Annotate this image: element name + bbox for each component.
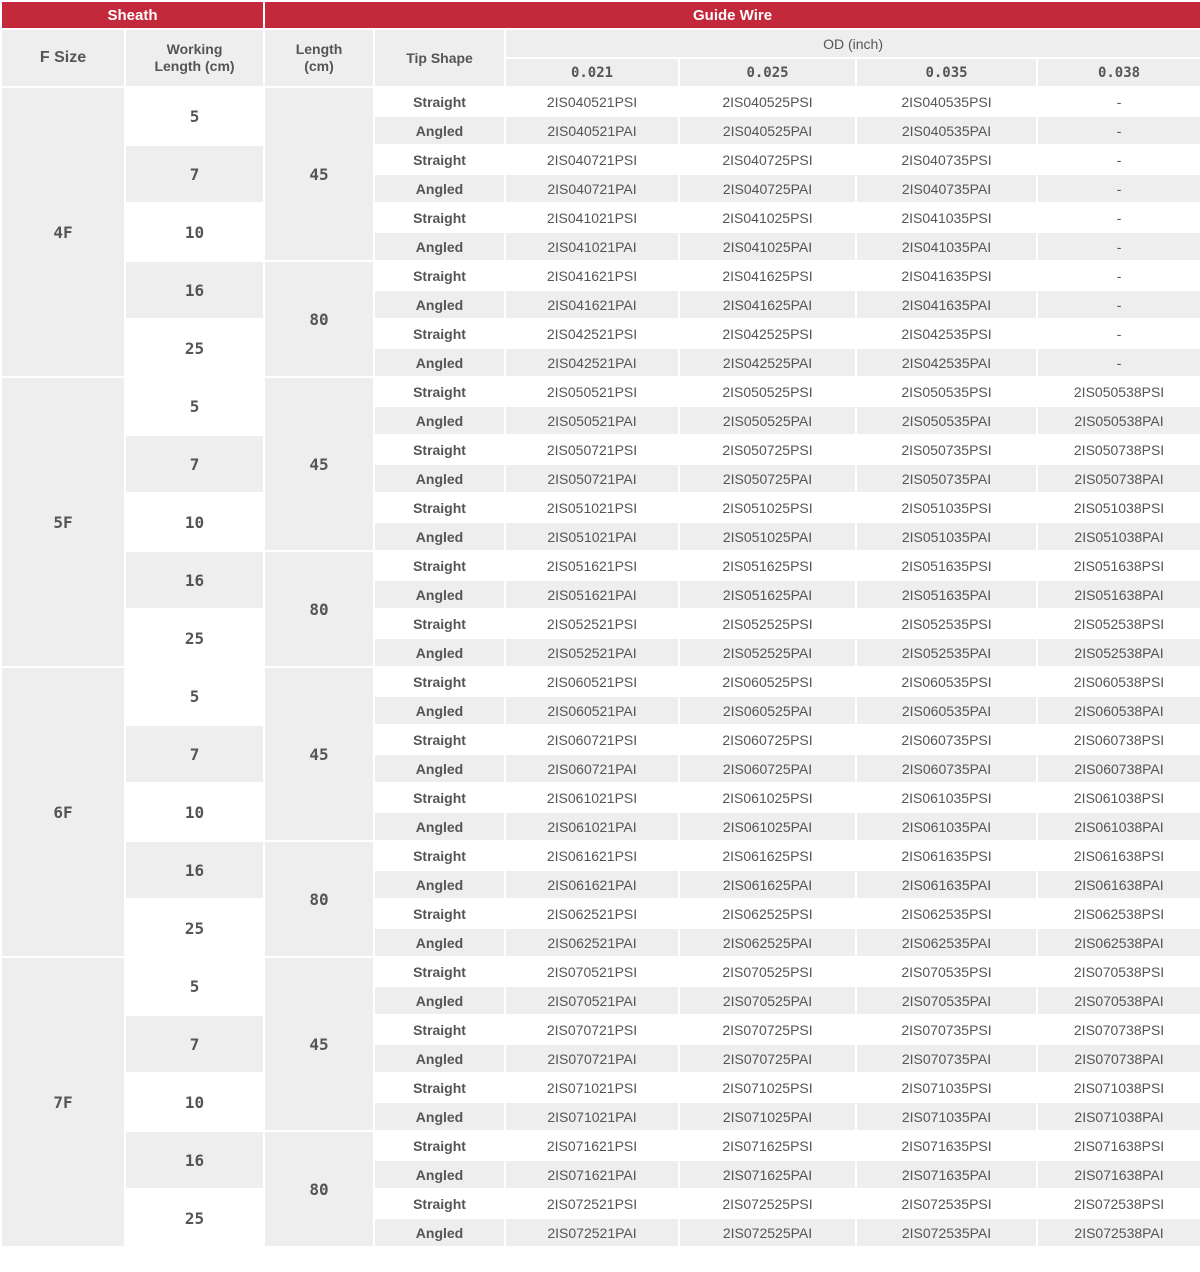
product-code-cell: 2IS040535PAI xyxy=(856,116,1037,145)
f-size-cell: 5F xyxy=(1,377,125,667)
product-code-cell: 2IS062535PSI xyxy=(856,899,1037,928)
f-size-header: F Size xyxy=(1,29,125,87)
product-code-cell: 2IS071035PSI xyxy=(856,1073,1037,1102)
product-code-cell: 2IS061638PAI xyxy=(1037,870,1200,899)
table-row xyxy=(1,493,1200,522)
tip-shape-cell: Straight xyxy=(374,435,505,464)
product-code-cell: 2IS072538PAI xyxy=(1037,1218,1200,1247)
tip-shape-cell: Straight xyxy=(374,87,505,116)
product-code-cell: 2IS042525PSI xyxy=(679,319,856,348)
product-code-cell: 2IS060535PAI xyxy=(856,696,1037,725)
product-code-cell: 2IS050738PSI xyxy=(1037,435,1200,464)
product-code-cell: - xyxy=(1037,319,1200,348)
od-header: OD (inch) xyxy=(505,29,1200,58)
product-code-cell: 2IS070521PAI xyxy=(505,986,679,1015)
product-code-cell: - xyxy=(1037,290,1200,319)
tip-shape-cell: Angled xyxy=(374,870,505,899)
tip-shape-cell: Straight xyxy=(374,203,505,232)
product-code-cell: 2IS042525PAI xyxy=(679,348,856,377)
product-code-cell: 2IS070525PSI xyxy=(679,957,856,986)
product-code-cell: 2IS040521PSI xyxy=(505,87,679,116)
tip-shape-header: Tip Shape xyxy=(374,29,505,87)
product-code-cell: 2IS062525PSI xyxy=(679,899,856,928)
product-code-cell: 2IS041621PAI xyxy=(505,290,679,319)
product-code-cell: 2IS072538PSI xyxy=(1037,1189,1200,1218)
table-row xyxy=(1,899,1200,928)
product-code-cell: 2IS061625PSI xyxy=(679,841,856,870)
tip-shape-cell: Angled xyxy=(374,1044,505,1073)
product-code-cell: 2IS051635PAI xyxy=(856,580,1037,609)
product-code-cell: 2IS070738PSI xyxy=(1037,1015,1200,1044)
working-length-cell: 16 xyxy=(125,261,264,319)
table-row xyxy=(1,667,1200,696)
product-code-cell: 2IS072525PSI xyxy=(679,1189,856,1218)
length-cell: 45 xyxy=(264,957,374,1131)
product-code-cell: 2IS042521PAI xyxy=(505,348,679,377)
product-code-cell: 2IS071625PAI xyxy=(679,1160,856,1189)
header-row-middle xyxy=(1,29,1200,58)
product-code-cell: 2IS060735PAI xyxy=(856,754,1037,783)
product-code-cell: 2IS042535PSI xyxy=(856,319,1037,348)
tip-shape-cell: Straight xyxy=(374,551,505,580)
product-code-cell: 2IS051621PAI xyxy=(505,580,679,609)
product-code-cell: 2IS050525PSI xyxy=(679,377,856,406)
table-row xyxy=(1,145,1200,174)
tip-shape-cell: Straight xyxy=(374,841,505,870)
od-value-0038: 0.038 xyxy=(1037,58,1200,87)
product-code-cell: 2IS071625PSI xyxy=(679,1131,856,1160)
product-code-cell: 2IS040521PAI xyxy=(505,116,679,145)
product-code-cell: 2IS051038PSI xyxy=(1037,493,1200,522)
sheath-header: Sheath xyxy=(1,1,264,29)
tip-shape-cell: Straight xyxy=(374,1131,505,1160)
product-code-cell: 2IS052535PAI xyxy=(856,638,1037,667)
tip-shape-cell: Straight xyxy=(374,1073,505,1102)
product-code-cell: - xyxy=(1037,348,1200,377)
product-code-cell: 2IS050538PSI xyxy=(1037,377,1200,406)
working-length-header: Working Length (cm) xyxy=(125,29,264,87)
tip-shape-cell: Straight xyxy=(374,725,505,754)
product-code-cell: - xyxy=(1037,145,1200,174)
product-code-cell: 2IS041635PAI xyxy=(856,290,1037,319)
working-length-cell: 5 xyxy=(125,957,264,1015)
working-length-cell: 10 xyxy=(125,783,264,841)
length-cell: 80 xyxy=(264,841,374,957)
tip-shape-cell: Straight xyxy=(374,957,505,986)
product-code-cell: 2IS052521PAI xyxy=(505,638,679,667)
working-length-cell: 16 xyxy=(125,551,264,609)
product-code-cell: - xyxy=(1037,261,1200,290)
tip-shape-cell: Straight xyxy=(374,609,505,638)
product-code-cell: 2IS071621PSI xyxy=(505,1131,679,1160)
product-code-cell: 2IS071638PSI xyxy=(1037,1131,1200,1160)
tip-shape-cell: Straight xyxy=(374,261,505,290)
product-code-cell: 2IS040721PAI xyxy=(505,174,679,203)
table-row xyxy=(1,725,1200,754)
product-code-cell: 2IS042535PAI xyxy=(856,348,1037,377)
table-row xyxy=(1,609,1200,638)
product-code-cell: 2IS040535PSI xyxy=(856,87,1037,116)
product-code-cell: 2IS051035PSI xyxy=(856,493,1037,522)
working-length-cell: 5 xyxy=(125,667,264,725)
tip-shape-cell: Angled xyxy=(374,174,505,203)
product-code-cell: 2IS061021PSI xyxy=(505,783,679,812)
product-code-cell: 2IS050721PAI xyxy=(505,464,679,493)
od-value-0021: 0.021 xyxy=(505,58,679,87)
working-length-cell: 16 xyxy=(125,1131,264,1189)
product-code-cell: 2IS060535PSI xyxy=(856,667,1037,696)
product-code-cell: 2IS072521PSI xyxy=(505,1189,679,1218)
product-code-cell: 2IS050735PAI xyxy=(856,464,1037,493)
table-row xyxy=(1,841,1200,870)
product-code-cell: 2IS051021PAI xyxy=(505,522,679,551)
product-code-cell: 2IS041625PAI xyxy=(679,290,856,319)
product-code-cell: 2IS042521PSI xyxy=(505,319,679,348)
tip-shape-cell: Angled xyxy=(374,290,505,319)
tip-shape-cell: Angled xyxy=(374,1160,505,1189)
product-code-cell: 2IS050521PSI xyxy=(505,377,679,406)
working-length-cell: 25 xyxy=(125,1189,264,1247)
product-code-cell: 2IS041621PSI xyxy=(505,261,679,290)
product-code-cell: 2IS060538PAI xyxy=(1037,696,1200,725)
product-code-cell: 2IS041021PSI xyxy=(505,203,679,232)
product-code-cell: 2IS072535PAI xyxy=(856,1218,1037,1247)
working-length-cell: 7 xyxy=(125,145,264,203)
product-code-cell: 2IS062535PAI xyxy=(856,928,1037,957)
f-size-cell: 6F xyxy=(1,667,125,957)
tip-shape-cell: Angled xyxy=(374,812,505,841)
product-code-cell: 2IS062521PSI xyxy=(505,899,679,928)
working-length-cell: 7 xyxy=(125,725,264,783)
product-code-cell: 2IS071638PAI xyxy=(1037,1160,1200,1189)
product-code-cell: 2IS040725PSI xyxy=(679,145,856,174)
product-code-cell: 2IS050535PAI xyxy=(856,406,1037,435)
product-code-cell: 2IS040725PAI xyxy=(679,174,856,203)
product-code-cell: 2IS062538PSI xyxy=(1037,899,1200,928)
tip-shape-cell: Angled xyxy=(374,116,505,145)
product-code-cell: 2IS071025PSI xyxy=(679,1073,856,1102)
table-row xyxy=(1,261,1200,290)
tip-shape-cell: Angled xyxy=(374,638,505,667)
product-code-cell: 2IS070525PAI xyxy=(679,986,856,1015)
tip-shape-cell: Angled xyxy=(374,580,505,609)
table-row xyxy=(1,1073,1200,1102)
product-code-cell: 2IS052521PSI xyxy=(505,609,679,638)
product-code-cell: 2IS051621PSI xyxy=(505,551,679,580)
length-cell: 80 xyxy=(264,261,374,377)
od-value-0035: 0.035 xyxy=(856,58,1037,87)
product-code-cell: 2IS052538PSI xyxy=(1037,609,1200,638)
table-row xyxy=(1,87,1200,116)
product-code-cell: 2IS050525PAI xyxy=(679,406,856,435)
product-code-cell: 2IS051638PAI xyxy=(1037,580,1200,609)
table-row xyxy=(1,319,1200,348)
product-code-cell: 2IS060538PSI xyxy=(1037,667,1200,696)
working-length-cell: 5 xyxy=(125,87,264,145)
tip-shape-cell: Angled xyxy=(374,928,505,957)
product-code-cell: 2IS070738PAI xyxy=(1037,1044,1200,1073)
product-code-cell: 2IS041625PSI xyxy=(679,261,856,290)
product-code-cell: 2IS060521PAI xyxy=(505,696,679,725)
product-code-cell: 2IS071621PAI xyxy=(505,1160,679,1189)
product-code-cell: 2IS061025PAI xyxy=(679,812,856,841)
product-code-cell: 2IS041035PSI xyxy=(856,203,1037,232)
length-header: Length (cm) xyxy=(264,29,374,87)
product-code-cell: 2IS061638PSI xyxy=(1037,841,1200,870)
working-length-cell: 25 xyxy=(125,899,264,957)
product-code-cell: 2IS061625PAI xyxy=(679,870,856,899)
tip-shape-cell: Angled xyxy=(374,696,505,725)
length-cell: 80 xyxy=(264,551,374,667)
product-code-cell: 2IS051025PSI xyxy=(679,493,856,522)
f-size-cell: 7F xyxy=(1,957,125,1247)
product-code-cell: 2IS051025PAI xyxy=(679,522,856,551)
product-code-cell: 2IS071038PSI xyxy=(1037,1073,1200,1102)
product-code-cell: 2IS072521PAI xyxy=(505,1218,679,1247)
product-code-cell: 2IS060521PSI xyxy=(505,667,679,696)
product-code-cell: 2IS061038PAI xyxy=(1037,812,1200,841)
tip-shape-cell: Angled xyxy=(374,232,505,261)
product-code-cell: 2IS041021PAI xyxy=(505,232,679,261)
tip-shape-cell: Straight xyxy=(374,1015,505,1044)
product-code-cell: 2IS061035PSI xyxy=(856,783,1037,812)
od-value-0025: 0.025 xyxy=(679,58,856,87)
product-code-cell: - xyxy=(1037,232,1200,261)
table-row xyxy=(1,203,1200,232)
working-length-cell: 5 xyxy=(125,377,264,435)
product-code-cell: 2IS061035PAI xyxy=(856,812,1037,841)
length-cell: 45 xyxy=(264,377,374,551)
product-code-cell: 2IS071021PAI xyxy=(505,1102,679,1131)
product-code-cell: 2IS061621PSI xyxy=(505,841,679,870)
product-code-cell: 2IS070725PAI xyxy=(679,1044,856,1073)
tip-shape-cell: Straight xyxy=(374,493,505,522)
product-code-cell: 2IS061621PAI xyxy=(505,870,679,899)
tip-shape-cell: Angled xyxy=(374,522,505,551)
working-length-cell: 25 xyxy=(125,319,264,377)
product-code-cell: - xyxy=(1037,116,1200,145)
product-code-cell: 2IS070721PSI xyxy=(505,1015,679,1044)
table-body xyxy=(1,87,1200,1247)
tip-shape-cell: Straight xyxy=(374,783,505,812)
product-code-cell: 2IS062525PAI xyxy=(679,928,856,957)
product-code-cell: 2IS040735PSI xyxy=(856,145,1037,174)
product-code-cell: 2IS050521PAI xyxy=(505,406,679,435)
tip-shape-cell: Straight xyxy=(374,899,505,928)
product-code-cell: 2IS052525PAI xyxy=(679,638,856,667)
table-row xyxy=(1,1131,1200,1160)
working-length-cell: 7 xyxy=(125,435,264,493)
product-code-cell: 2IS060738PAI xyxy=(1037,754,1200,783)
tip-shape-cell: Angled xyxy=(374,754,505,783)
product-code-cell: 2IS052535PSI xyxy=(856,609,1037,638)
product-code-cell: 2IS051635PSI xyxy=(856,551,1037,580)
product-code-cell: 2IS050538PAI xyxy=(1037,406,1200,435)
product-code-cell: 2IS050725PSI xyxy=(679,435,856,464)
product-code-cell: 2IS070538PSI xyxy=(1037,957,1200,986)
working-length-cell: 10 xyxy=(125,493,264,551)
product-code-cell: 2IS060725PSI xyxy=(679,725,856,754)
product-code-cell: 2IS070538PAI xyxy=(1037,986,1200,1015)
tip-shape-cell: Straight xyxy=(374,667,505,696)
product-code-cell: - xyxy=(1037,174,1200,203)
product-code-cell: 2IS050735PSI xyxy=(856,435,1037,464)
working-length-cell: 10 xyxy=(125,1073,264,1131)
table-row xyxy=(1,435,1200,464)
tip-shape-cell: Straight xyxy=(374,1189,505,1218)
working-length-cell: 7 xyxy=(125,1015,264,1073)
product-code-cell: 2IS071635PAI xyxy=(856,1160,1037,1189)
product-code-cell: 2IS070521PSI xyxy=(505,957,679,986)
product-code-cell: 2IS070535PAI xyxy=(856,986,1037,1015)
product-code-cell: 2IS060725PAI xyxy=(679,754,856,783)
product-code-cell: 2IS071035PAI xyxy=(856,1102,1037,1131)
product-code-cell: 2IS050535PSI xyxy=(856,377,1037,406)
product-code-cell: 2IS040735PAI xyxy=(856,174,1037,203)
product-code-cell: 2IS061635PAI xyxy=(856,870,1037,899)
product-code-cell: 2IS051035PAI xyxy=(856,522,1037,551)
tip-shape-cell: Straight xyxy=(374,145,505,174)
product-code-cell: 2IS061021PAI xyxy=(505,812,679,841)
product-code-cell: 2IS040525PAI xyxy=(679,116,856,145)
product-code-cell: 2IS041025PAI xyxy=(679,232,856,261)
product-code-cell: 2IS071038PAI xyxy=(1037,1102,1200,1131)
product-code-cell: 2IS051625PSI xyxy=(679,551,856,580)
length-cell: 45 xyxy=(264,667,374,841)
tip-shape-cell: Angled xyxy=(374,348,505,377)
working-length-cell: 16 xyxy=(125,841,264,899)
product-code-cell: 2IS070535PSI xyxy=(856,957,1037,986)
tip-shape-cell: Angled xyxy=(374,464,505,493)
product-code-cell: 2IS070735PAI xyxy=(856,1044,1037,1073)
length-cell: 45 xyxy=(264,87,374,261)
tip-shape-cell: Straight xyxy=(374,319,505,348)
product-code-cell: 2IS060721PSI xyxy=(505,725,679,754)
product-code-cell: 2IS051625PAI xyxy=(679,580,856,609)
product-code-cell: 2IS051038PAI xyxy=(1037,522,1200,551)
product-code-cell: 2IS060735PSI xyxy=(856,725,1037,754)
product-code-cell: 2IS060525PAI xyxy=(679,696,856,725)
product-code-cell: 2IS051021PSI xyxy=(505,493,679,522)
product-code-cell: 2IS051638PSI xyxy=(1037,551,1200,580)
guide-wire-header: Guide Wire xyxy=(264,1,1200,29)
table-row xyxy=(1,551,1200,580)
product-code-cell: 2IS052538PAI xyxy=(1037,638,1200,667)
product-code-cell: 2IS041025PSI xyxy=(679,203,856,232)
tip-shape-cell: Angled xyxy=(374,406,505,435)
tip-shape-cell: Angled xyxy=(374,1218,505,1247)
f-size-cell: 4F xyxy=(1,87,125,377)
tip-shape-cell: Angled xyxy=(374,1102,505,1131)
product-code-cell: 2IS050721PSI xyxy=(505,435,679,464)
product-code-cell: 2IS060525PSI xyxy=(679,667,856,696)
product-code-cell: 2IS061025PSI xyxy=(679,783,856,812)
product-code-cell: 2IS070725PSI xyxy=(679,1015,856,1044)
product-code-cell: 2IS041035PAI xyxy=(856,232,1037,261)
product-code-cell: 2IS061038PSI xyxy=(1037,783,1200,812)
product-code-cell: 2IS040721PSI xyxy=(505,145,679,174)
product-code-cell: 2IS040525PSI xyxy=(679,87,856,116)
table-row xyxy=(1,1015,1200,1044)
product-code-cell: 2IS060721PAI xyxy=(505,754,679,783)
product-code-cell: 2IS071635PSI xyxy=(856,1131,1037,1160)
length-cell: 80 xyxy=(264,1131,374,1247)
product-code-cell: - xyxy=(1037,87,1200,116)
product-code-cell: 2IS062538PAI xyxy=(1037,928,1200,957)
product-code-cell: 2IS071021PSI xyxy=(505,1073,679,1102)
header-row-top xyxy=(1,1,1200,29)
product-code-cell: 2IS072525PAI xyxy=(679,1218,856,1247)
product-code-cell: 2IS071025PAI xyxy=(679,1102,856,1131)
product-code-cell: 2IS070721PAI xyxy=(505,1044,679,1073)
product-code-cell: 2IS060738PSI xyxy=(1037,725,1200,754)
table-row xyxy=(1,1189,1200,1218)
product-code-cell: 2IS062521PAI xyxy=(505,928,679,957)
product-code-cell: 2IS052525PSI xyxy=(679,609,856,638)
product-code-cell: 2IS061635PSI xyxy=(856,841,1037,870)
product-code-cell: 2IS050725PAI xyxy=(679,464,856,493)
product-code-cell: 2IS070735PSI xyxy=(856,1015,1037,1044)
table-row xyxy=(1,377,1200,406)
working-length-cell: 25 xyxy=(125,609,264,667)
tip-shape-cell: Straight xyxy=(374,377,505,406)
product-code-cell: 2IS050738PAI xyxy=(1037,464,1200,493)
product-code-cell: 2IS072535PSI xyxy=(856,1189,1037,1218)
table-row xyxy=(1,957,1200,986)
product-code-cell: - xyxy=(1037,203,1200,232)
tip-shape-cell: Angled xyxy=(374,986,505,1015)
working-length-cell: 10 xyxy=(125,203,264,261)
table-row xyxy=(1,783,1200,812)
product-code-cell: 2IS041635PSI xyxy=(856,261,1037,290)
